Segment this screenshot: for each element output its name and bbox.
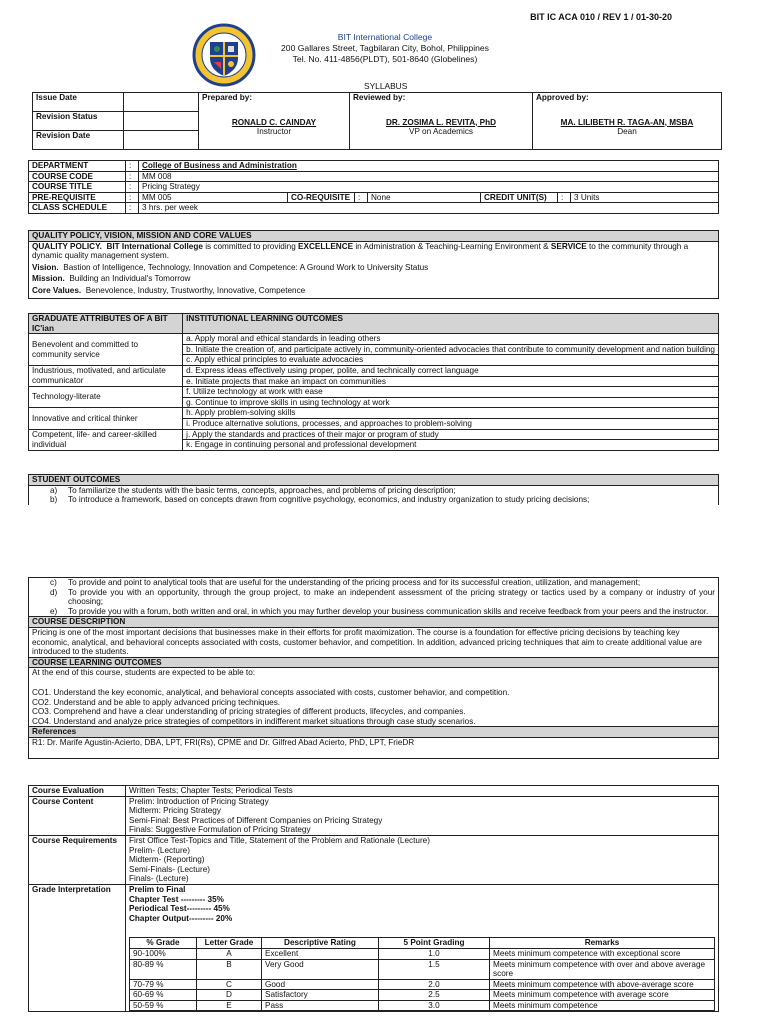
quality-policy-text — [32, 242, 715, 261]
college-seal-logo — [192, 22, 256, 88]
student-outcome-item — [32, 486, 715, 496]
credit-units-value: 3 Units — [571, 192, 719, 203]
graduate-attributes-table — [28, 313, 719, 451]
grade-percent: 50-59 % — [130, 1000, 197, 1011]
grade-weight-item: Chapter Output--------- 20% — [129, 913, 233, 923]
prerequisite-label: PRE-REQUISITE — [29, 192, 126, 203]
course-info-table — [28, 160, 719, 214]
student-outcomes-continued-body — [29, 578, 719, 617]
grade-remarks: Meets minimum competence — [490, 1000, 715, 1011]
vision-text — [32, 263, 715, 273]
grade-scale-row — [130, 1000, 715, 1011]
credit-units-label: CREDIT UNIT(S) — [481, 192, 558, 203]
quality-policy-label: QUALITY POLICY. — [32, 241, 102, 251]
course-content-item: Semi-Final: Best Practices of Different Companies on Pricing Strategy — [129, 815, 383, 825]
college-telephone: Tel. No. 411-4856(PLDT), 501-8640 (Globelines) — [292, 54, 478, 64]
outcome-cell: f. Utilize technology at work with ease — [183, 387, 719, 398]
clo-item: CO3. Comprehend and have a clear understanding of pricing strategies of different products, lifecycles, and companies. — [32, 707, 466, 717]
student-outcome-item — [32, 588, 715, 607]
college-address: 200 Gallares Street, Tagbilaran City, Bohol, Philippines — [281, 43, 489, 53]
course-content-label: Course Content — [29, 796, 126, 835]
department-value: College of Business and Administration — [139, 161, 719, 172]
outcome-cell: a. Apply moral and ethical standards in leading others — [183, 334, 719, 345]
grade-scale-table — [129, 937, 715, 1011]
core-values-label: Core Values. — [32, 285, 82, 295]
course-learning-outcomes-body — [29, 668, 719, 727]
grade-percent: 70-79 % — [130, 979, 197, 990]
grade-letter: C — [197, 979, 262, 990]
course-title-label: COURSE TITLE — [29, 182, 126, 193]
grade-point: 3.0 — [379, 1000, 490, 1011]
student-outcome-text: To provide you with a forum, both written and oral, in which you may further develop your business communication skills and receive feedback from your peers and the instructor. — [68, 606, 709, 616]
document-reference: BIT IC ACA 010 / REV 1 / 01-30-20 — [530, 12, 672, 22]
student-outcomes-body — [29, 485, 719, 505]
document-type: SYLLABUS — [364, 81, 408, 91]
course-code-value: MM 008 — [139, 171, 719, 182]
class-schedule-label: CLASS SCHEDULE — [29, 203, 126, 214]
colon: : — [126, 161, 139, 172]
reviewed-by-name: DR. ZOSIMA L. REVITA, PhD — [385, 117, 497, 127]
course-evaluation-label: Course Evaluation — [29, 786, 126, 797]
attribute-cell: Technology-literate — [29, 387, 183, 408]
course-learning-outcomes-heading: COURSE LEARNING OUTCOMES — [29, 657, 719, 668]
quality-policy-text-3: to the community through a dynamic quality management system. — [32, 241, 689, 261]
attribute-cell: Benevolent and committed to community service — [29, 334, 183, 366]
graduate-attributes-heading: GRADUATE ATTRIBUTES OF A BIT IC'ian — [29, 314, 183, 334]
mission-text — [32, 274, 715, 284]
outcome-cell: h. Apply problem-solving skills — [183, 408, 719, 419]
course-content-item: Prelim: Introduction of Pricing Strategy — [129, 796, 269, 806]
student-outcome-item — [32, 578, 715, 588]
student-outcome-text: To introduce a framework, based on concepts drawn from cognitive psychology, economics, and industry organization to study pricing decisions; — [68, 495, 590, 505]
grade-rating: Very Good — [262, 959, 379, 979]
student-outcomes-heading: STUDENT OUTCOMES — [29, 475, 719, 486]
grade-remarks: Meets minimum competence with exceptional score — [490, 948, 715, 959]
issue-date-value — [124, 93, 199, 112]
grade-rating: Satisfactory — [262, 990, 379, 1001]
approved-by-role: Dean — [617, 127, 637, 137]
course-description-text: Pricing is one of the most important decisions that businesses make in their efforts for profit maximization. The course is a foundation for effective pricing decisions by teaching key economic, analytical, and behavioral concepts associated with costs, customer behavior, and competition. In addition, advanced pricing techniques that aim to create additional value are introduced to the students. — [29, 627, 719, 657]
course-requirement-item: Midterm- (Reporting) — [129, 855, 205, 865]
quality-policy-college: BIT International College — [106, 241, 203, 251]
course-requirement-item: Prelim- (Lecture) — [129, 845, 190, 855]
quality-policy-text-1: is committed to providing — [202, 241, 299, 251]
grade-letter: A — [197, 948, 262, 959]
reviewed-by-role: VP on Academics — [408, 127, 474, 137]
outcome-cell: g. Continue to improve skills in using technology at work — [183, 397, 719, 408]
colon: : — [126, 203, 139, 214]
outcome-cell: e. Initiate projects that make an impact on communities — [183, 376, 719, 387]
grade-point: 2.0 — [379, 979, 490, 990]
approval-table — [32, 92, 722, 150]
course-content-value — [126, 796, 719, 835]
prepared-by-cell — [199, 93, 350, 150]
grade-point: 1.5 — [379, 959, 490, 979]
grade-weight-heading: Prelim to Final — [129, 884, 186, 894]
course-requirement-item: First Office Test-Topics and Title, Statement of the Problem and Rationale (Lecture) — [129, 835, 430, 845]
grade-weight-item: Chapter Test --------- 35% — [129, 894, 224, 904]
grade-scale-row — [130, 948, 715, 959]
grade-interpretation-value — [126, 884, 719, 1012]
mission-label: Mission. — [32, 274, 65, 284]
student-outcome-key: a) — [50, 485, 58, 495]
reviewed-by-label: Reviewed by: — [353, 93, 406, 102]
prerequisite-value: MM 005 — [139, 192, 288, 203]
quality-policy-heading: QUALITY POLICY, VISION, MISSION AND CORE VALUES — [29, 231, 719, 242]
outcome-cell: d. Express ideas effectively using proper, polite, and technically correct language — [183, 365, 719, 376]
student-outcome-text: To familiarize the students with the basic terms, concepts, approaches, and problems of pricing description; — [68, 485, 456, 495]
prepared-by-role: Instructor — [256, 127, 292, 137]
issue-date-label: Issue Date — [33, 93, 124, 112]
attribute-cell: Industrious, motivated, and articulate communicator — [29, 365, 183, 386]
course-requirements-value — [126, 835, 719, 884]
mission-value: Building an Individual's Tomorrow — [69, 274, 191, 284]
grade-letter: B — [197, 959, 262, 979]
department-label: DEPARTMENT — [29, 161, 126, 172]
grade-point: 1.0 — [379, 948, 490, 959]
grade-percent: 60-69 % — [130, 990, 197, 1001]
course-title-value: Pricing Strategy — [139, 182, 719, 193]
approved-by-cell — [533, 93, 722, 150]
course-evaluation-table — [28, 785, 719, 1012]
colon: : — [126, 192, 139, 203]
quality-policy-table — [28, 230, 719, 299]
grade-letter: E — [197, 1000, 262, 1011]
core-values-value: Benevolence, Industry, Trustworthy, Innovative, Competence — [85, 285, 306, 295]
student-outcome-text: To provide you with an opportunity, through the group project, to make an independent assessment of the pricing strategy or tactics used by a company or industry of your choosing; — [68, 587, 715, 607]
clo-item: CO2. Understand and be able to apply advanced pricing techniques. — [32, 697, 281, 707]
grade-remarks: Meets minimum competence with average score — [490, 990, 715, 1001]
course-content-item: Midterm: Pricing Strategy — [129, 806, 221, 816]
grade-scale-header: Descriptive Rating — [262, 938, 379, 949]
college-header — [250, 32, 520, 65]
references-text: R1: Dr. Marife Agustin-Acierto, DBA, LPT, FRI(Rs), CPME and Dr. Gilfred Abad Acierto, PhD, LPT, FrieDR — [29, 737, 719, 758]
student-outcome-item — [32, 607, 715, 617]
student-outcome-key: d) — [50, 587, 58, 597]
grade-percent: 80-89 % — [130, 959, 197, 979]
course-requirement-item: Semi-Finals- (Lecture) — [129, 864, 210, 874]
grade-scale-row — [130, 979, 715, 990]
grade-letter: D — [197, 990, 262, 1001]
revision-status-label: Revision Status — [33, 112, 124, 131]
quality-policy-text-2: in Administration & Teaching-Learning Environment & — [353, 241, 551, 251]
grade-scale-row — [130, 959, 715, 979]
course-code-label: COURSE CODE — [29, 171, 126, 182]
student-outcome-key: e) — [50, 606, 58, 616]
grade-rating: Excellent — [262, 948, 379, 959]
outcome-cell: b. Initiate the creation of, and participate actively in, community-oriented advocacies that contribute to community development and nation building — [183, 344, 719, 355]
vision-label: Vision. — [32, 262, 59, 272]
prepared-by-label: Prepared by: — [202, 93, 253, 102]
colon: : — [558, 192, 571, 203]
grade-scale-row — [130, 990, 715, 1001]
colon: : — [126, 171, 139, 182]
grade-percent: 90-100% — [130, 948, 197, 959]
references-heading: References — [29, 727, 719, 738]
reviewed-by-cell — [350, 93, 533, 150]
grade-scale-header: % Grade — [130, 938, 197, 949]
approved-by-name: MA. LILIBETH R. TAGA-AN, MSBA — [560, 117, 694, 127]
colon: : — [126, 182, 139, 193]
clo-item: CO1. Understand the key economic, analytical, and behavioral concepts associated with costs, customer behavior, and competition. — [32, 687, 510, 697]
course-requirements-label: Course Requirements — [29, 835, 126, 884]
course-requirement-item: Finals- (Lecture) — [129, 874, 189, 884]
colon: : — [355, 192, 368, 203]
outcome-cell: c. Apply ethical principles to evaluate advocacies — [183, 355, 719, 366]
course-evaluation-value: Written Tests; Chapter Tests; Periodical Tests — [126, 786, 719, 797]
quality-policy-excellence: EXCELLENCE — [298, 241, 354, 251]
grade-rating: Good — [262, 979, 379, 990]
grade-scale-header: Remarks — [490, 938, 715, 949]
clo-intro: At the end of this course, students are expected to be able to: — [32, 668, 256, 678]
revision-date-label: Revision Date — [33, 131, 124, 150]
revision-date-value — [124, 131, 199, 150]
vision-value: Bastion of Intelligence, Technology, Innovation and Competence: A Ground Work to University Status — [63, 262, 429, 272]
clo-item: CO4. Understand and analyze price strategies of competitors in indifferent market situations through case study scenarios. — [32, 716, 476, 726]
grade-scale-header: 5 Point Grading — [379, 938, 490, 949]
class-schedule-value: 3 hrs. per week — [139, 203, 719, 214]
grade-remarks: Meets minimum competence with above-average score — [490, 979, 715, 990]
outcome-cell: j. Apply the standards and practices of their major or program of study — [183, 429, 719, 440]
course-content-item: Finals: Suggestive Formulation of Pricing Strategy — [129, 825, 311, 835]
student-outcome-item — [32, 495, 715, 505]
student-outcome-text: To provide and point to analytical tools that are useful for the understanding of the pricing process and for its successful creation, utilization, and management; — [68, 578, 641, 587]
course-description-heading: COURSE DESCRIPTION — [29, 617, 719, 628]
student-outcomes-table — [28, 474, 719, 505]
grade-rating: Pass — [262, 1000, 379, 1011]
revision-status-value — [124, 112, 199, 131]
core-values-text — [32, 286, 715, 296]
attribute-cell: Competent, life- and career-skilled individual — [29, 429, 183, 450]
prepared-by-name: RONALD C. CAINDAY — [231, 117, 317, 127]
corequisite-value: None — [368, 192, 481, 203]
learning-outcomes-heading: INSTITUTIONAL LEARNING OUTCOMES — [183, 314, 719, 334]
student-outcome-key: b) — [50, 495, 58, 505]
attribute-cell: Innovative and critical thinker — [29, 408, 183, 429]
grade-remarks: Meets minimum competence with over and above average score — [490, 959, 715, 979]
student-outcomes-continued-table — [28, 577, 719, 759]
grade-point: 2.5 — [379, 990, 490, 1001]
outcome-cell: k. Engage in continuing personal and professional development — [183, 440, 719, 451]
grade-interpretation-label: Grade Interpretation — [29, 884, 126, 1012]
quality-policy-service: SERVICE — [550, 241, 587, 251]
grade-weight-item: Periodical Test--------- 45% — [129, 904, 230, 914]
approved-by-label: Approved by: — [536, 93, 589, 102]
quality-policy-body — [29, 241, 719, 298]
outcome-cell: i. Produce alternative solutions, processes, and approaches to problem-solving — [183, 418, 719, 429]
college-name: BIT International College — [337, 32, 433, 42]
student-outcome-key: c) — [50, 578, 57, 587]
corequisite-label: CO-REQUISITE — [288, 192, 355, 203]
grade-scale-header: Letter Grade — [197, 938, 262, 949]
